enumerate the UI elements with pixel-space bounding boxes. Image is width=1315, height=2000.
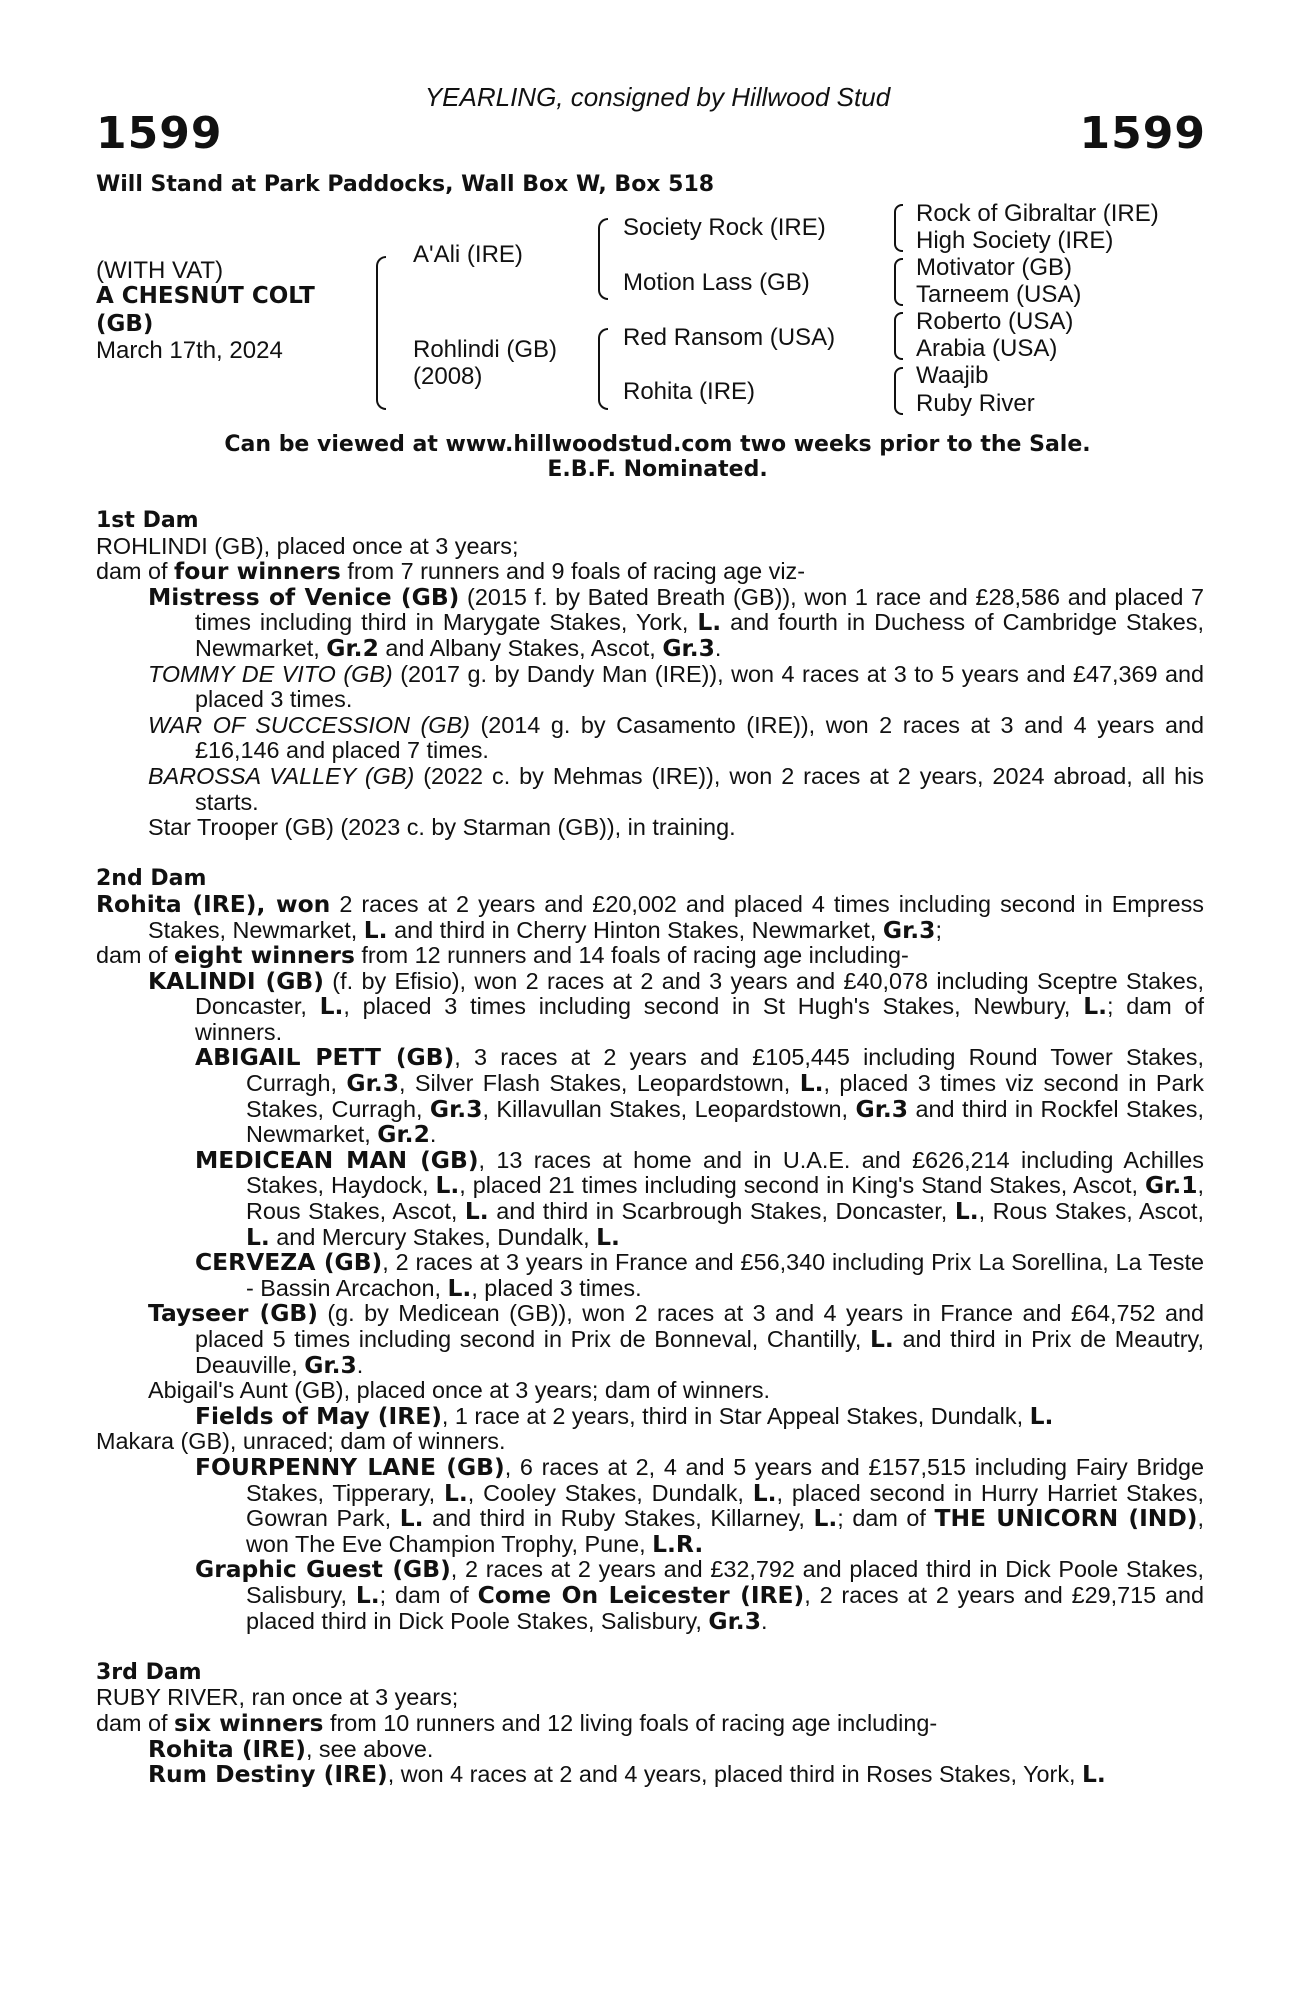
horse-name-line2: (GB) [96,311,154,337]
pedigree-dam-sire: Red Ransom (USA) [623,324,836,351]
third-dam-heading: 3rd Dam [96,1659,202,1685]
entry-mistress-of-venice: Mistress of Venice (GB) (2015 f. by Bated Breath (GB)), won 1 race and £28,586 and placed 7 times including third in Marygate Stakes, York, L. and fourth in Duchess of Cambridge Stakes, Newmarket, Gr.2 and Albany Stakes, Ascot, Gr.3. [148,582,1205,662]
pedigree-sire-dam: Motion Lass (GB) [623,269,810,296]
first-dam-heading: 1st Dam [96,508,199,533]
pedigree-dam-year: (2008) [413,363,483,390]
pedigree-dss: Roberto (USA) [916,308,1074,335]
entry-tommy-de-vito: TOMMY DE VITO (GB) (2017 g. by Dandy Man (IRE)), won 4 races at 3 to 5 years and £47,369 and placed 3 times. [148,660,1205,713]
catalogue-body [96,508,1204,1788]
entry-barossa-valley: BAROSSA VALLEY (GB) (2022 c. by Mehmas (IRE)), won 2 races at 2 years, 2024 abroad, all his starts. [148,762,1205,815]
entry-medicean-man: MEDICEAN MAN (GB), 13 races at home and in U.A.E. and £626,214 including Achilles Stakes, Haydock, L., placed 21 times including second in King's Stand Stakes, Ascot, Gr.1, Rous Stakes, Ascot, L. and third in Scarbrough Stakes, Doncaster, L., Rous Stakes, Ascot, L. and Mercury Stakes, Dundalk, L. [195,1145,1204,1251]
second-dam-heading: 2nd Dam [96,866,207,892]
pedigree-brace-dam [598,328,608,410]
first-dam-line1: ROHLINDI (GB), placed once at 3 years; [96,532,519,559]
ebf-note: E.B.F. Nominated. [547,457,768,482]
entry-star-trooper: Star Trooper (GB) (2023 c. by Starman (GB)), in training. [148,814,736,841]
entry-fourpenny-lane: FOURPENNY LANE (GB), 6 races at 2, 4 and 5 years and £157,515 including Fairy Bridge Stakes, Tipperary, L., Cooley Stakes, Dundalk, L., placed second in Hurry Harriet Stakes, Gowran Park, L. and third in Ruby Stakes, Killarney, L.; dam of THE UNICORN (IND), won The Eve Champion Trophy, Pune, L.R. [195,1452,1204,1558]
pedigree-dds: Waajib [916,362,989,389]
pedigree-ddd: Ruby River [916,390,1035,417]
pedigree-brace-main [376,256,386,410]
entry-rohita: Rohita (IRE), won 2 races at 2 years and £20,002 and placed 4 times including second in Empress Stakes, Newmarket, L. and third in Cherry Hinton Stakes, Newmarket, Gr.3; [96,889,1204,944]
pedigree-sdd: Tarneem (USA) [916,281,1082,308]
lot-number-left: 1599 [96,108,223,159]
consignment-header: YEARLING, consigned by Hillwood Stud [424,82,891,112]
lot-number-right: 1599 [1079,108,1206,159]
entry-abigails-aunt: Abigail's Aunt (GB), placed once at 3 years; dam of winners. [148,1377,771,1404]
entry-kalindi: KALINDI (GB) (f. by Efisio), won 2 races at 2 and 3 years and £40,078 including Sceptre Stakes, Doncaster, L., placed 3 times including second in St Hugh's Stakes, Newbury, L.; dam of winners. [148,966,1205,1045]
third-dam-line2: dam of six winners from 10 runners and 12 living foals of racing age including- [96,1708,938,1737]
second-dam-produce: dam of eight winners from 12 runners and 14 foals of racing age including- [96,941,909,970]
pedigree-sss: Rock of Gibraltar (IRE) [916,200,1159,227]
entry-war-of-succession: WAR OF SUCCESSION (GB) (2014 g. by Casamento (IRE)), won 2 races at 3 and 4 years and £16,146 and placed 7 times. [148,711,1204,764]
pedigree-brace-g2 [894,258,903,306]
pedigree-ssd: High Society (IRE) [916,227,1114,254]
entry-abigail-pett: ABIGAIL PETT (GB), 3 races at 2 years and £105,445 including Round Tower Stakes, Curragh, Gr.3, Silver Flash Stakes, Leopardstown, L., placed 3 times viz second in Park Stakes, Curragh, Gr.3, Killavullan Stakes, Leopardstown, Gr.3 and third in Rockfel Stakes, Newmarket, Gr.2. [195,1043,1205,1149]
pedigree-brace-sire [598,218,608,300]
pedigree-sire-sire: Society Rock (IRE) [623,214,826,241]
entry-rum-destiny: Rum Destiny (IRE), won 4 races at 2 and 4 years, placed third in Roses Stakes, York, L. [148,1760,1106,1789]
entry-fields-of-may: Fields of May (IRE), 1 race at 2 years, third in Star Appeal Stakes, Dundalk, L. [195,1401,1054,1430]
entry-graphic-guest: Graphic Guest (GB), 2 races at 2 years and £32,792 and placed third in Dick Poole Stakes, Salisbury, L.; dam of Come On Leicester (IRE), 2 races at 2 years and £29,715 and placed third in Dick Poole Stakes, Salisbury, Gr.3. [195,1555,1205,1635]
entry-makara: Makara (GB), unraced; dam of winners. [96,1428,506,1455]
viewing-note: Can be viewed at www.hillwoodstud.com two weeks prior to the Sale. [224,432,1091,457]
pedigree-brace-g3 [894,312,903,360]
pedigree-sds: Motivator (GB) [916,254,1073,281]
entry-rohita-ref: Rohita (IRE), see above. [148,1734,434,1763]
horse-dob: March 17th, 2024 [96,337,283,364]
entry-cerveza: CERVEZA (GB), 2 races at 3 years in France and £56,340 including Prix La Sorellina, La Teste - Bassin Arcachon, L., placed 3 times. [195,1248,1204,1302]
third-dam-line1: RUBY RIVER, ran once at 3 years; [96,1684,459,1711]
stand-location: Will Stand at Park Paddocks, Wall Box W, Box 518 [96,172,715,197]
horse-name-line1: A CHESNUT COLT [96,283,315,309]
pedigree-dam: Rohlindi (GB) [413,336,558,363]
entry-tayseer: Tayseer (GB) (g. by Medicean (GB)), won 2 races at 3 and 4 years in France and £64,752 and placed 5 times including second in Prix de Bonneval, Chantilly, L. and third in Prix de Meautry, Deauville, Gr.3. [148,1299,1204,1379]
first-dam-line2: dam of four winners from 7 runners and 9 foals of racing age viz- [96,557,806,586]
horse-vat: (WITH VAT) [96,257,224,284]
pedigree-dsd: Arabia (USA) [916,335,1058,362]
pedigree-brace-g4 [894,367,903,415]
pedigree-brace-g1 [894,204,903,252]
pedigree-dam-dam: Rohita (IRE) [623,378,756,405]
pedigree-sire: A'Ali (IRE) [413,241,523,268]
